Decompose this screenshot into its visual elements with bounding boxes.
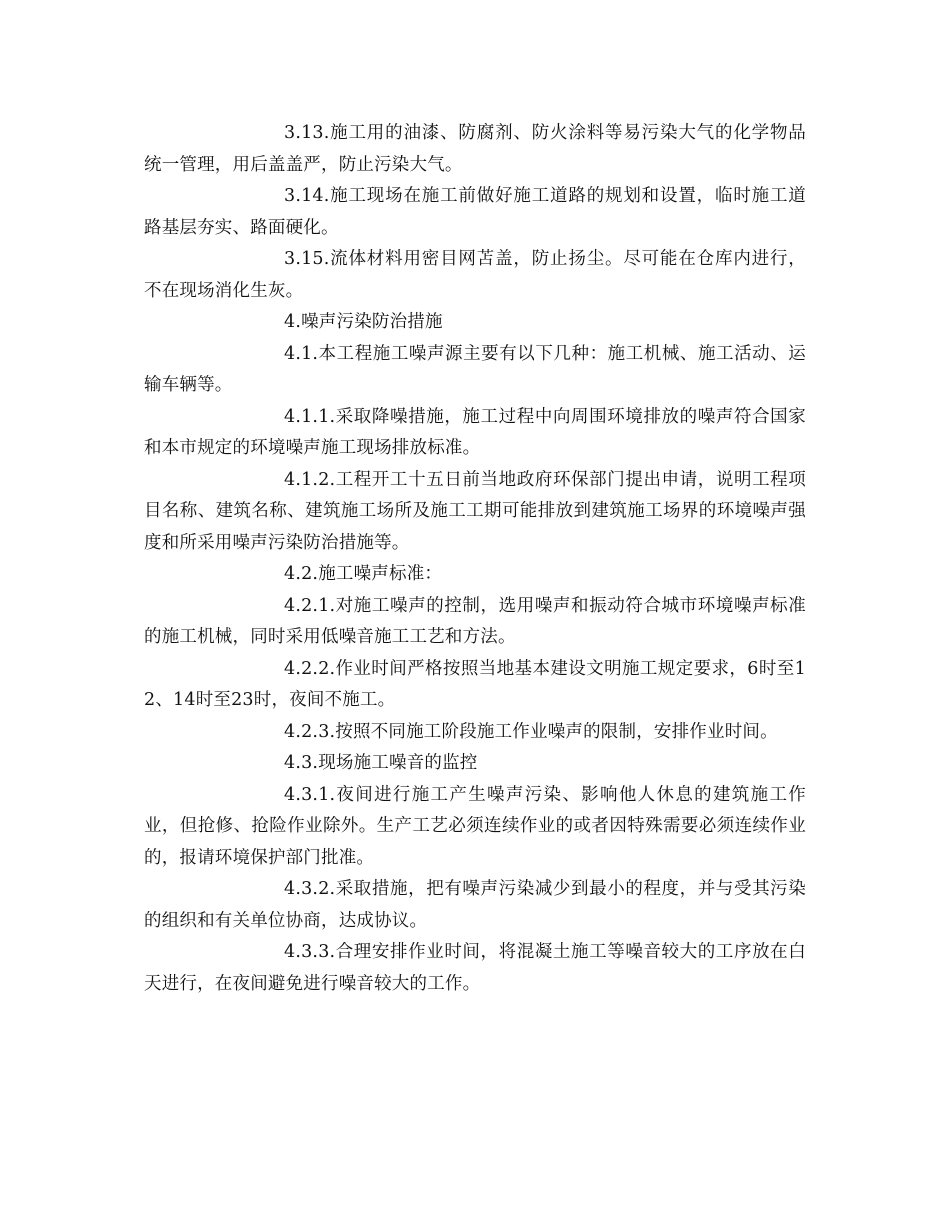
paragraph-4-1: 4.1.本工程施工噪声源主要有以下几种：施工机械、施工活动、运输车辆等。 — [144, 343, 806, 395]
document-body — [144, 118, 806, 1000]
section-heading-4-2: 4.2.施工噪声标准： — [284, 564, 443, 584]
paragraph-4-2-3: 4.2.3.按照不同施工阶段施工作业噪声的限制，安排作业时间。 — [284, 721, 778, 742]
paragraph-4-1-2: 4.1.2.工程开工十五日前当地政府环保部门提出申请，说明工程项目名称、建筑名称、建筑施工场所及施工工期可能排放到建筑施工场界的环境噪声强度和所采用噪声污染防治措施等。 — [144, 469, 806, 553]
paragraph-4-3-1: 4.3.1.夜间进行施工产生噪声污染、影响他人休息的建筑施工作业，但抢修、抢险作业除外。生产工艺必须连续作业的或者因特殊需要必须连续作业的，报请环境保护部门批准。 — [144, 784, 806, 868]
paragraph-3-15: 3.15.流体材料用密目网苫盖，防止扬尘。尽可能在仓库内进行，不在现场消化生灰。 — [144, 249, 806, 301]
paragraph-4-1-1: 4.1.1.采取降噪措施，施工过程中向周围环境排放的噪声符合国家和本市规定的环境噪声施工现场排放标准。 — [144, 406, 806, 458]
section-heading-4-3: 4.3.现场施工噪音的监控 — [284, 753, 478, 773]
paragraph-4-3-2: 4.3.2.采取措施，把有噪声污染减少到最小的程度，并与受其污染的组织和有关单位协商，达成协议。 — [144, 879, 806, 931]
paragraph-3-13: 3.13.施工用的油漆、防腐剂、防火涂料等易污染大气的化学物品统一管理，用后盖盖严，防止污染大气。 — [144, 123, 806, 175]
paragraph-4-2-2: 4.2.2.作业时间严格按照当地基本建设文明施工规定要求，6时至12、14时至23时，夜间不施工。 — [144, 658, 806, 710]
paragraph-4-2-1: 4.2.1.对施工噪声的控制，选用噪声和振动符合城市环境噪声标准的施工机械，同时采用低噪音施工工艺和方法。 — [144, 595, 806, 647]
paragraph-3-14: 3.14.施工现场在施工前做好施工道路的规划和设置，临时施工道路基层夯实、路面硬化。 — [144, 186, 806, 238]
section-heading-4: 4.噪声污染防治措施 — [284, 312, 443, 332]
paragraph-4-3-3: 4.3.3.合理安排作业时间，将混凝土施工等噪音较大的工序放在白天进行，在夜间避免进行噪音较大的工作。 — [144, 942, 806, 994]
